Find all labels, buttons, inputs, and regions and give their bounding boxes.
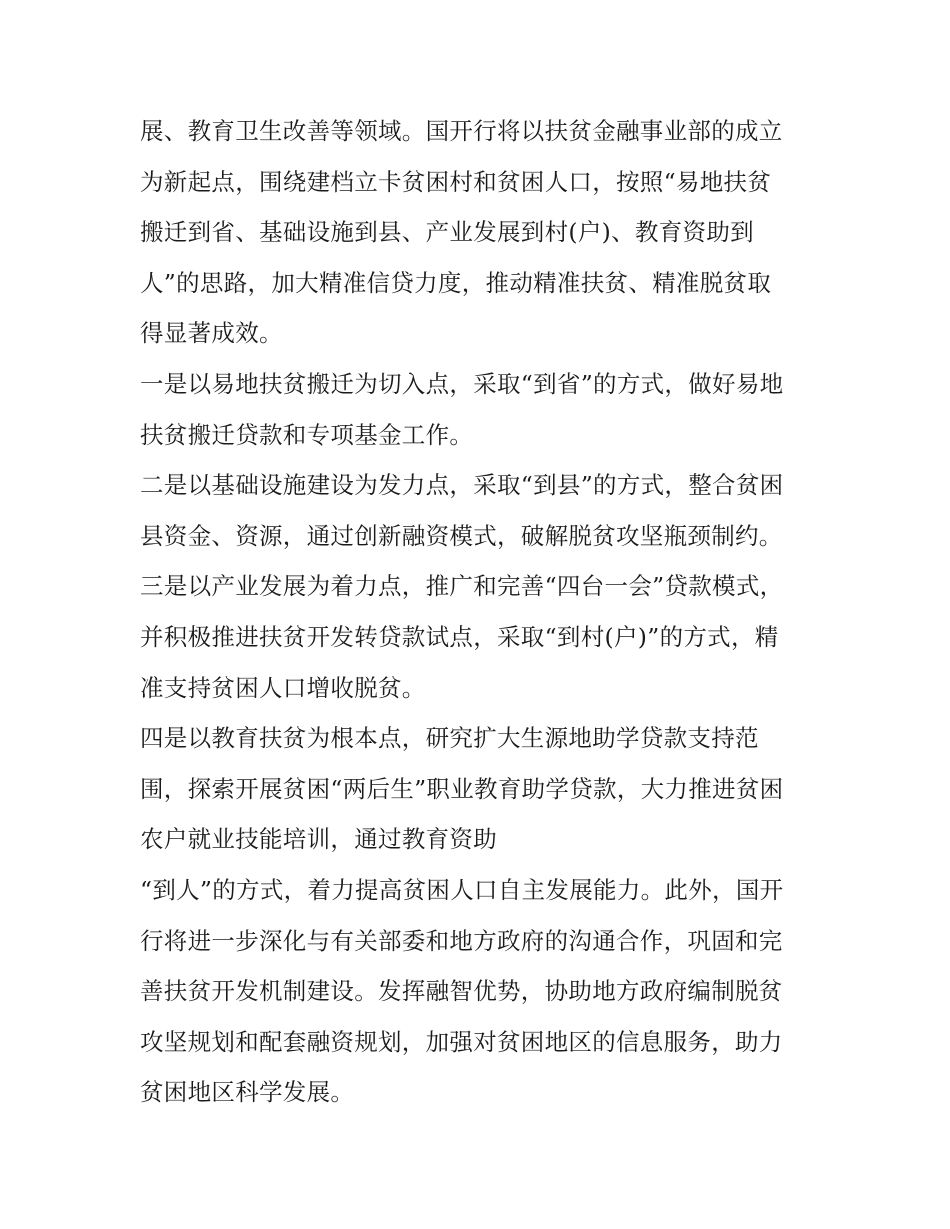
text-line: 人”的思路，加大精准信贷力度，推动精准扶贫、精准脱贫取	[140, 268, 772, 297]
text-line: 三是以产业发展为着力点，推广和完善“四台一会”贷款模式，	[140, 572, 784, 601]
text-line: 搬迁到省、基础设施到县、产业发展到村(户)、教育资助到	[140, 218, 754, 247]
text-line: 一是以易地扶贫搬迁为切入点，采取“到省”的方式，做好易地	[140, 369, 784, 398]
text-line: 四是以教育扶贫为根本点，研究扩大生源地助学贷款支持范	[140, 724, 759, 753]
body-text	[140, 106, 820, 1118]
text-line: 准支持贫困人口增收脱贫。	[140, 673, 426, 702]
text-line: 贫困地区科学发展。	[140, 1078, 355, 1107]
text-line: “到人”的方式，着力提高贫困人口自主发展能力。此外，国开	[140, 875, 784, 904]
text-line: 展、教育卫生改善等领域。国开行将以扶贫金融事业部的成立	[140, 117, 783, 145]
text-line: 围，探索开展贫困“两后生”职业教育助学贷款，大力推进贫困	[140, 774, 784, 803]
text-line: 善扶贫开发机制建设。发挥融智优势，协助地方政府编制脱贫	[140, 977, 783, 1006]
text-line: 得显著成效。	[140, 319, 283, 348]
text-line: 扶贫搬迁贷款和专项基金工作。	[140, 420, 474, 449]
text-line: 农户就业技能培训，通过教育资助	[140, 825, 497, 854]
text-line: 行将进一步深化与有关部委和地方政府的沟通合作，巩固和完	[140, 926, 783, 955]
text-line: 攻坚规划和配套融资规划，加强对贫困地区的信息服务，助力	[140, 1027, 783, 1056]
text-line: 二是以基础设施建设为发力点，采取“到县”的方式，整合贫困	[140, 471, 784, 500]
text-line: 为新起点，围绕建档立卡贫困村和贫困人口，按照“易地扶贫	[140, 167, 772, 196]
text-line: 并积极推进扶贫开发转贷款试点，采取“到村(户)”的方式，精	[140, 622, 779, 651]
text-line: 县资金、资源，通过创新融资模式，破解脱贫攻坚瓶颈制约。	[140, 521, 783, 550]
